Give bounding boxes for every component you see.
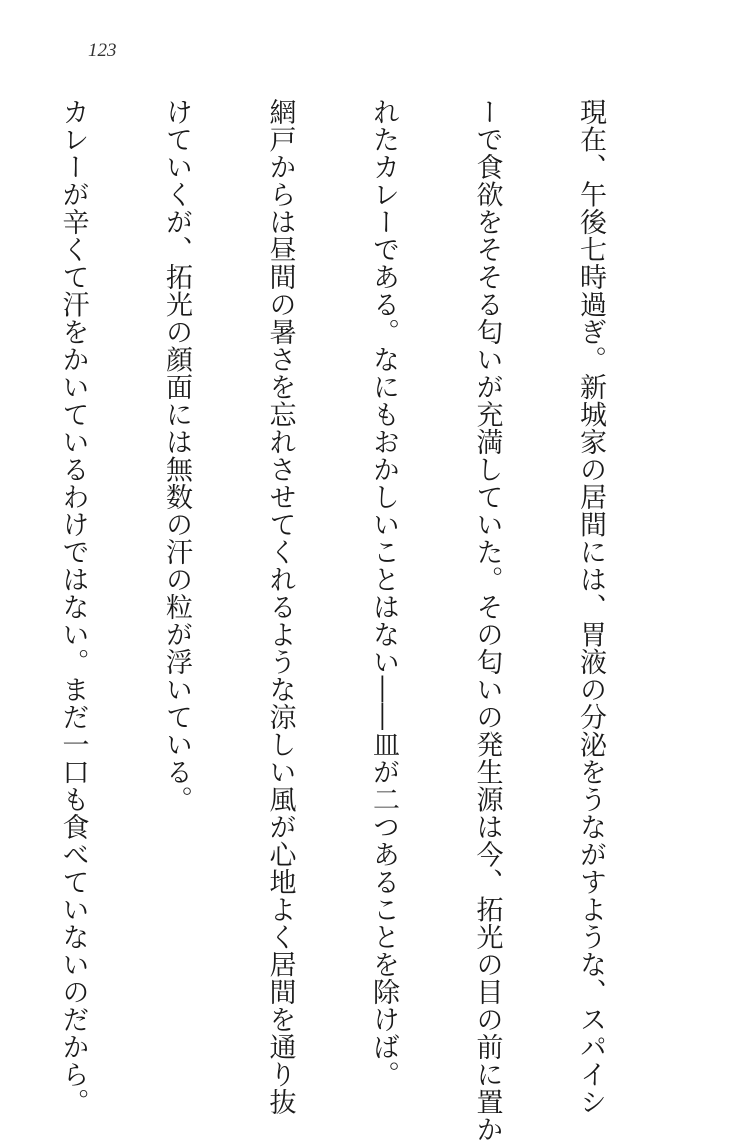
text-line: れたカレーである。なにもおかしいことはない――皿が二つあることを除けば。: [368, 98, 399, 1088]
text-line: 網戸からは昼間の暑さを忘れさせてくれるような涼しい風が心地よく居間を通り抜: [264, 98, 296, 1116]
text-line: ーで食欲をそそる匂いが充満していた。その匂いの発生源は今、拓光の目の前に置か: [471, 98, 503, 1143]
text-line: けていくが、拓光の顔面には無数の汗の粒が浮いている。: [161, 98, 192, 813]
body-text: [57, 98, 676, 1143]
text-line: 現在、午後七時過ぎ。新城家の居間には、胃液の分泌をうながすような、スパイシ: [575, 98, 606, 1116]
page-number: 123: [88, 40, 117, 61]
text-line: カレーが辛くて汗をかいているわけではない。まだ一口も食べていないのだから。: [57, 98, 89, 1116]
